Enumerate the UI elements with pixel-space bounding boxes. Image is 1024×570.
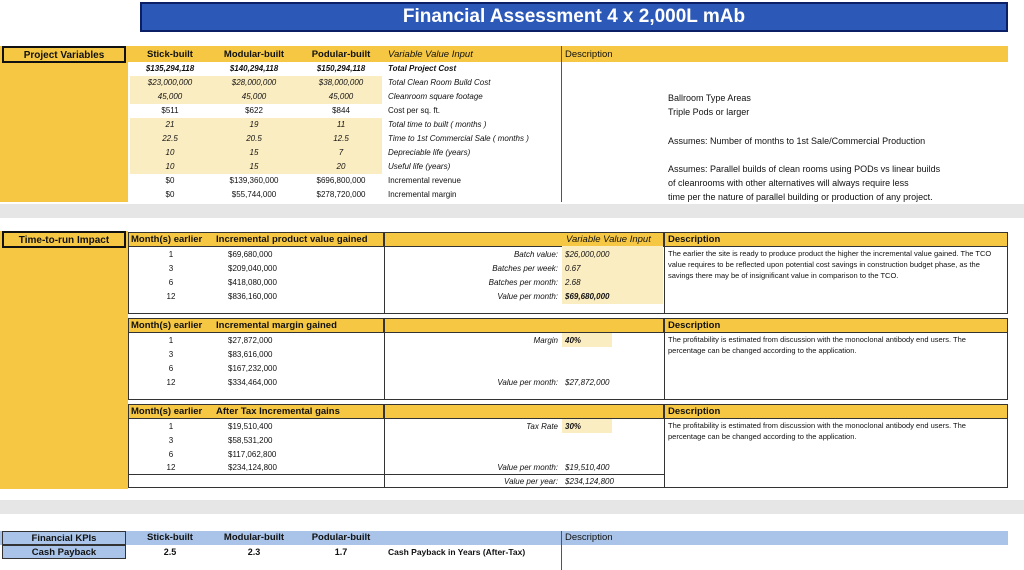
- block3-month: 6: [168, 450, 174, 459]
- pv-variable: Total time to built ( months ): [388, 120, 487, 129]
- pv-cell: $139,360,000: [229, 176, 279, 185]
- pv-cell: $0: [165, 176, 175, 185]
- pv-description: time per the nature of parallel building or production of any project.: [668, 192, 933, 202]
- col-header-podular-built: Podular-built: [311, 49, 371, 60]
- block2-h-desc: Description: [668, 320, 721, 331]
- kpi-col-modular: Modular-built: [223, 532, 285, 543]
- pv-cell: 12.5: [333, 134, 349, 143]
- kpi-col-stick: Stick-built: [147, 532, 193, 543]
- block3-description: The profitability is estimated from discussion with the monoclonal antibody end users. The percentage can be changed according to the application.: [668, 421, 966, 441]
- pv-variable: Time to 1st Commercial Sale ( months ): [388, 134, 529, 143]
- block1-h-months: Month(s) earlier: [131, 234, 203, 245]
- pv-variable: Incremental revenue: [388, 176, 461, 185]
- pv-cell: 10: [165, 162, 175, 171]
- block2-value: $83,616,000: [228, 350, 273, 359]
- block1-input-value: 0.67: [565, 264, 581, 273]
- kpi-value: 2.3: [247, 547, 261, 557]
- block2-divider: [384, 332, 385, 400]
- pv-variable: Incremental margin: [388, 190, 457, 199]
- pv-cell: 10: [165, 148, 175, 157]
- block2-h-months: Month(s) earlier: [131, 320, 203, 331]
- block3-divider: [384, 418, 385, 488]
- section-separator: [0, 204, 1024, 218]
- pv-cell: 19: [249, 120, 259, 129]
- block3-vpm-label: Value per month:: [497, 463, 558, 472]
- pv-cell: $0: [165, 190, 175, 199]
- pv-cell: $140,294,118: [229, 64, 279, 73]
- block1-value: $836,160,000: [228, 292, 277, 301]
- pv-cell: 20.5: [246, 134, 262, 143]
- block3-header-mid: [384, 404, 664, 419]
- pv-variable: Depreciable life (years): [388, 148, 471, 157]
- pv-variable: Useful life (years): [388, 162, 451, 171]
- block3-tax-value: 30%: [565, 422, 582, 431]
- kpi-col-podular: Podular-built: [311, 532, 371, 543]
- block2-header-mid: [384, 318, 664, 333]
- block2-value: $27,872,000: [228, 336, 273, 345]
- block3-h-months: Month(s) earlier: [131, 406, 203, 417]
- kpi-label: Financial KPIs: [2, 531, 126, 545]
- pv-cell: $38,000,000: [318, 78, 364, 87]
- block1-value: $418,080,000: [228, 278, 277, 287]
- pv-cell: 45,000: [328, 92, 354, 101]
- block3-h-value: After Tax Incremental gains: [216, 406, 340, 417]
- block2-margin-label: Margin: [533, 336, 558, 345]
- block3-vpm-value: $19,510,400: [565, 463, 610, 472]
- pv-variable: Cost per sq. ft.: [388, 106, 441, 115]
- block2-h-value: Incremental margin gained: [216, 320, 337, 331]
- block1-value: $209,040,000: [228, 264, 277, 273]
- block2-value: $334,464,000: [228, 378, 277, 387]
- block3-value: $234,124,800: [228, 463, 277, 472]
- block1-value: $69,680,000: [228, 250, 273, 259]
- kpi-row-label: Cash Payback: [2, 545, 126, 559]
- block1-h-value: Incremental product value gained: [216, 234, 368, 245]
- block1-input-value: $69,680,000: [565, 292, 610, 301]
- block2-vpm-label: Value per month:: [497, 378, 558, 387]
- pv-description: of cleanrooms with other alternatives will always require less: [668, 178, 909, 188]
- project-variables-left-bar: [0, 46, 128, 202]
- pv-cell: $150,294,118: [316, 64, 366, 73]
- block2-value: $167,232,000: [228, 364, 277, 373]
- block1-month: 6: [168, 278, 174, 287]
- col-header-description: Description: [565, 49, 613, 60]
- pv-cell: 11: [336, 120, 346, 129]
- block2-margin-value: 40%: [565, 336, 582, 345]
- pv-cell: 20: [336, 162, 346, 171]
- pv-description: Assumes: Number of months to 1st Sale/Commercial Production: [668, 136, 926, 146]
- block2-month: 6: [168, 364, 174, 373]
- block3-value: $19,510,400: [228, 422, 273, 431]
- pv-description: Triple Pods or larger: [668, 107, 750, 117]
- pv-variable: Total Clean Room Build Cost: [388, 78, 491, 87]
- page-title: Financial Assessment 4 x 2,000L mAb: [140, 2, 1008, 32]
- block3-vpy-value: $234,124,800: [565, 477, 614, 486]
- section-separator: [0, 500, 1024, 514]
- pv-cell: 45,000: [241, 92, 267, 101]
- block2-month: 12: [166, 378, 176, 387]
- block1-input-label: Value per month:: [497, 292, 558, 301]
- pv-cell: 45,000: [157, 92, 183, 101]
- pv-cell: 21: [165, 120, 175, 129]
- block1-month: 12: [166, 292, 176, 301]
- col-header-variable-input: Variable Value Input: [388, 49, 473, 60]
- block1-divider: [384, 246, 385, 314]
- block3-tax-label: Tax Rate: [526, 422, 558, 431]
- pv-cell: $23,000,000: [147, 78, 193, 87]
- time-to-run-label: Time-to-run Impact: [2, 231, 126, 248]
- block3-value: $58,531,200: [228, 436, 273, 445]
- pv-cell: 15: [249, 148, 259, 157]
- kpi-value: 1.7: [334, 547, 348, 557]
- kpi-metric: Cash Payback in Years (After-Tax): [388, 547, 526, 557]
- kpi-value: 2.5: [163, 547, 177, 557]
- kpi-col-description: Description: [565, 532, 613, 543]
- block3-month: 3: [168, 436, 174, 445]
- block1-input-label: Batches per month:: [488, 278, 558, 287]
- block1-input-value: 2.68: [565, 278, 581, 287]
- pv-cell: 15: [249, 162, 259, 171]
- description-divider: [561, 46, 562, 202]
- block1-input-label: Batches per week:: [492, 264, 558, 273]
- pv-cell: $28,000,000: [231, 78, 277, 87]
- col-header-stick-built: Stick-built: [147, 49, 193, 60]
- project-variables-label: Project Variables: [2, 46, 126, 63]
- pv-cell: 7: [338, 148, 344, 157]
- col-header-modular-built: Modular-built: [223, 49, 285, 60]
- block3-h-desc: Description: [668, 406, 721, 417]
- block2-vpm-value: $27,872,000: [565, 378, 610, 387]
- block1-input-value: $26,000,000: [565, 250, 610, 259]
- block1-h-desc: Description: [668, 234, 721, 245]
- block1-description: The earlier the site is ready to produce product the higher the incremental value gained. The TCO value requires to be reflected upon potential cost savings in construction budget phase, as the savings there may be of insignificant value in comparison to the TCO.: [668, 249, 992, 280]
- pv-description: Ballroom Type Areas: [668, 93, 751, 103]
- block3-divider: [664, 418, 665, 488]
- pv-cell: $135,294,118: [145, 64, 195, 73]
- block1-h-input: Variable Value Input: [566, 234, 651, 245]
- pv-variable: Cleanroom square footage: [388, 92, 483, 101]
- block2-month: 1: [168, 336, 174, 345]
- block1-divider: [664, 246, 665, 314]
- block3-month: 1: [168, 422, 174, 431]
- block2-month: 3: [168, 350, 174, 359]
- pv-cell: $622: [245, 106, 263, 115]
- kpi-divider: [561, 531, 562, 570]
- pv-cell: $511: [161, 106, 179, 115]
- block1-month: 1: [168, 250, 174, 259]
- block1-input-label: Batch value:: [513, 250, 558, 259]
- pv-cell: $55,744,000: [231, 190, 277, 199]
- pv-description: Assumes: Parallel builds of clean rooms using PODs vs linear builds: [668, 164, 941, 174]
- block2-description: The profitability is estimated from discussion with the monoclonal antibody end users. The percentage can be changed according to the application.: [668, 335, 966, 355]
- pv-variable: Total Project Cost: [388, 64, 457, 73]
- pv-cell: $278,720,000: [316, 190, 366, 199]
- pv-cell: $696,800,000: [316, 176, 366, 185]
- time-to-run-left-bar: [0, 231, 128, 489]
- block1-month: 3: [168, 264, 174, 273]
- pv-cell: 22.5: [162, 134, 178, 143]
- block3-value: $117,062,800: [228, 450, 277, 459]
- pv-cell: $844: [332, 106, 350, 115]
- block3-month: 12: [166, 463, 176, 472]
- block3-vpy-label: Value per year:: [504, 477, 558, 486]
- block2-divider: [664, 332, 665, 400]
